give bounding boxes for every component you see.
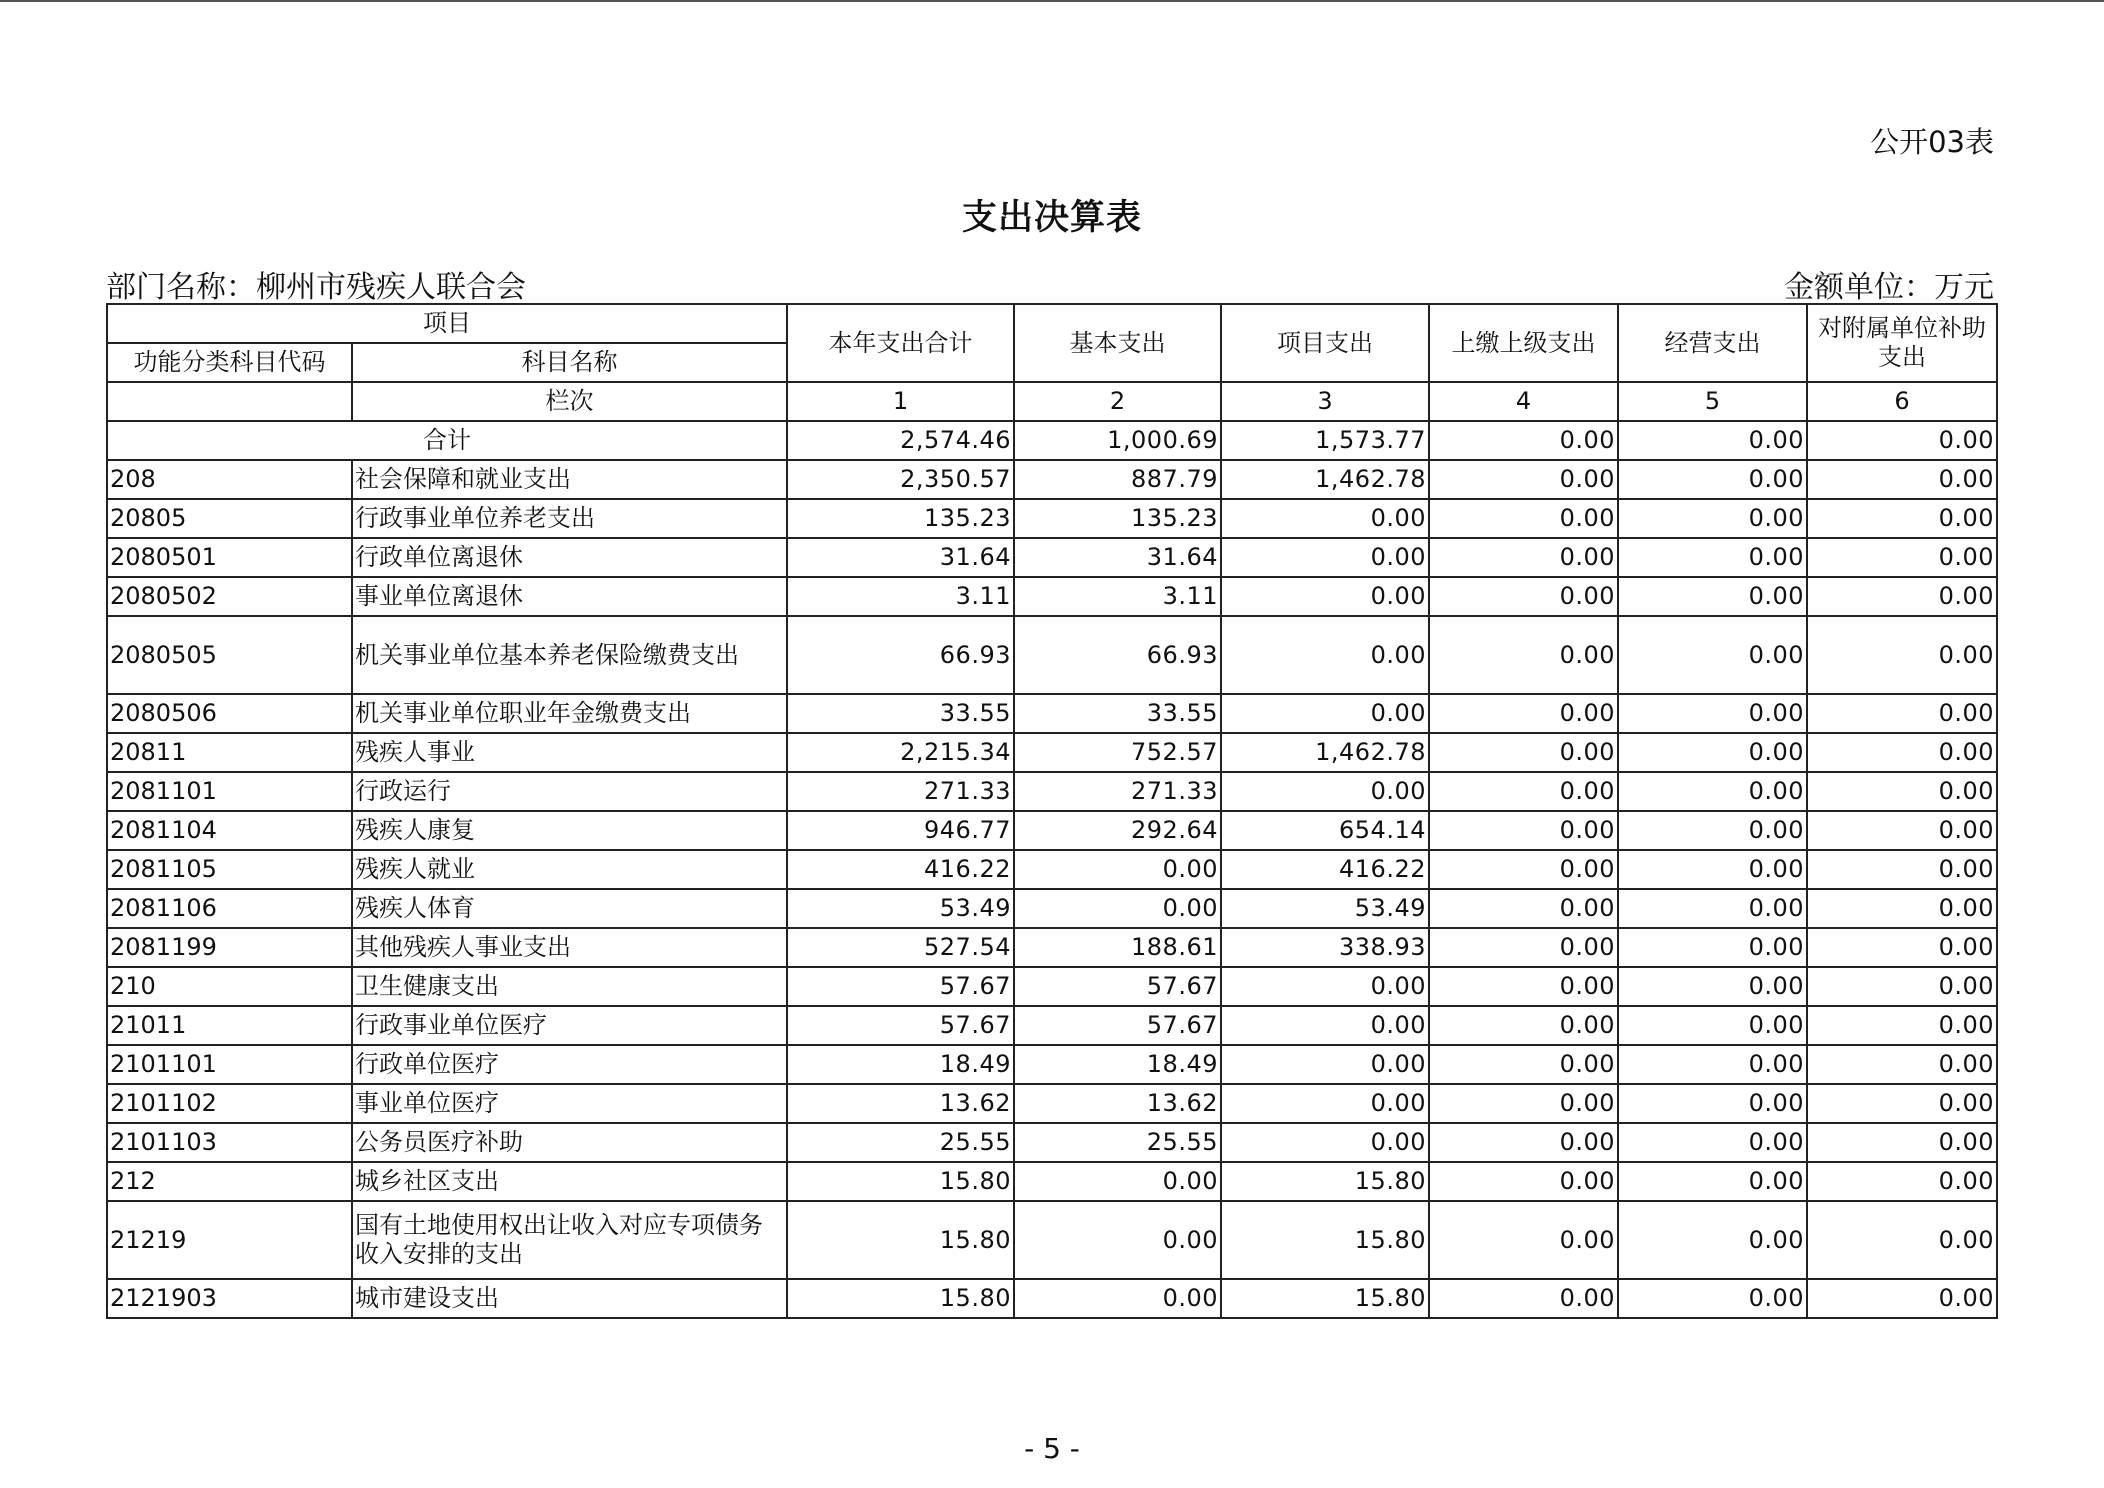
amount-unit-line [1784, 262, 1994, 306]
total-value: 2,574.46 [787, 421, 1014, 460]
top-border-line [0, 0, 2104, 2]
header-name: 科目名称 [352, 343, 787, 382]
row-code: 2081104 [107, 811, 352, 850]
table-row [107, 733, 1997, 772]
row-value: 18.49 [787, 1045, 1014, 1084]
row-value: 0.00 [1429, 811, 1618, 850]
row-value: 0.00 [1807, 733, 1997, 772]
table-row [107, 1045, 1997, 1084]
row-value: 13.62 [787, 1084, 1014, 1123]
table-row [107, 1123, 1997, 1162]
expenditure-table [106, 303, 1998, 1319]
row-value: 66.93 [787, 616, 1014, 694]
row-value: 0.00 [1429, 1045, 1618, 1084]
row-code: 2101102 [107, 1084, 352, 1123]
header-item: 项目 [107, 304, 787, 343]
row-value: 0.00 [1429, 967, 1618, 1006]
page-title: 支出决算表 [961, 198, 1142, 238]
row-value: 0.00 [1221, 1045, 1429, 1084]
table-row [107, 811, 1997, 850]
row-name: 残疾人康复 [352, 811, 787, 850]
header-total: 本年支出合计 [787, 304, 1014, 382]
row-value: 0.00 [1807, 616, 1997, 694]
index-cell: 4 [1429, 382, 1618, 421]
row-value: 0.00 [1014, 850, 1221, 889]
row-value: 0.00 [1014, 889, 1221, 928]
row-value: 3.11 [1014, 577, 1221, 616]
row-value: 0.00 [1429, 928, 1618, 967]
header-upper: 上缴上级支出 [1429, 304, 1618, 382]
row-name: 行政单位医疗 [352, 1045, 787, 1084]
row-value: 0.00 [1429, 1084, 1618, 1123]
row-name: 事业单位医疗 [352, 1084, 787, 1123]
row-code: 20805 [107, 499, 352, 538]
total-row [107, 421, 1997, 460]
row-name: 城乡社区支出 [352, 1162, 787, 1201]
row-value: 0.00 [1807, 1045, 1997, 1084]
row-value: 15.80 [787, 1162, 1014, 1201]
table-row [107, 460, 1997, 499]
row-value: 53.49 [787, 889, 1014, 928]
table-row [107, 889, 1997, 928]
row-value: 18.49 [1014, 1045, 1221, 1084]
row-value: 0.00 [1618, 1006, 1807, 1045]
row-name: 行政事业单位医疗 [352, 1006, 787, 1045]
row-value: 0.00 [1807, 772, 1997, 811]
row-value: 0.00 [1618, 460, 1807, 499]
row-value: 57.67 [787, 1006, 1014, 1045]
row-value: 0.00 [1807, 889, 1997, 928]
row-value: 0.00 [1618, 1162, 1807, 1201]
row-value: 0.00 [1429, 538, 1618, 577]
row-code: 2080506 [107, 694, 352, 733]
row-value: 0.00 [1221, 577, 1429, 616]
row-value: 33.55 [787, 694, 1014, 733]
row-value: 0.00 [1429, 577, 1618, 616]
row-value: 0.00 [1429, 694, 1618, 733]
row-value: 0.00 [1221, 538, 1429, 577]
row-value: 66.93 [1014, 616, 1221, 694]
row-value: 25.55 [1014, 1123, 1221, 1162]
index-cell: 3 [1221, 382, 1429, 421]
table-number: 公开03表 [1870, 125, 1994, 159]
row-value: 53.49 [1221, 889, 1429, 928]
total-value: 0.00 [1807, 421, 1997, 460]
department-line [106, 262, 526, 306]
row-code: 20811 [107, 733, 352, 772]
row-value: 25.55 [787, 1123, 1014, 1162]
table-row [107, 694, 1997, 733]
row-value: 0.00 [1807, 811, 1997, 850]
table-row [107, 616, 1997, 694]
row-value: 0.00 [1618, 1201, 1807, 1279]
total-label: 合计 [107, 421, 787, 460]
table-row [107, 772, 1997, 811]
row-value: 0.00 [1221, 772, 1429, 811]
row-value: 887.79 [1014, 460, 1221, 499]
row-value: 0.00 [1618, 733, 1807, 772]
row-name: 行政单位离退休 [352, 538, 787, 577]
row-code: 210 [107, 967, 352, 1006]
department-label: 部门名称： [106, 270, 256, 305]
row-value: 0.00 [1618, 1123, 1807, 1162]
row-value: 0.00 [1618, 577, 1807, 616]
row-code: 2080501 [107, 538, 352, 577]
row-name: 残疾人事业 [352, 733, 787, 772]
row-value: 15.80 [1221, 1162, 1429, 1201]
row-value: 292.64 [1014, 811, 1221, 850]
row-value: 0.00 [1807, 1123, 1997, 1162]
row-code: 21011 [107, 1006, 352, 1045]
header-project: 项目支出 [1221, 304, 1429, 382]
table-row [107, 1201, 1997, 1279]
row-code: 208 [107, 460, 352, 499]
row-value: 0.00 [1807, 1162, 1997, 1201]
row-value: 3.11 [787, 577, 1014, 616]
row-value: 0.00 [1618, 1084, 1807, 1123]
row-value: 2,215.34 [787, 733, 1014, 772]
total-value: 0.00 [1618, 421, 1807, 460]
row-value: 0.00 [1807, 577, 1997, 616]
row-name: 机关事业单位基本养老保险缴费支出 [352, 616, 787, 694]
index-empty-cell [107, 382, 352, 421]
row-value: 33.55 [1014, 694, 1221, 733]
row-value: 0.00 [1429, 1006, 1618, 1045]
amount-unit-label: 金额单位： [1784, 270, 1934, 305]
total-value: 1,000.69 [1014, 421, 1221, 460]
row-value: 0.00 [1429, 1279, 1618, 1318]
index-cell: 1 [787, 382, 1014, 421]
row-name: 残疾人体育 [352, 889, 787, 928]
row-code: 2081199 [107, 928, 352, 967]
row-value: 0.00 [1221, 616, 1429, 694]
row-value: 0.00 [1618, 850, 1807, 889]
index-cell: 5 [1618, 382, 1807, 421]
total-value: 1,573.77 [1221, 421, 1429, 460]
row-code: 2080505 [107, 616, 352, 694]
row-value: 188.61 [1014, 928, 1221, 967]
row-name: 卫生健康支出 [352, 967, 787, 1006]
row-value: 0.00 [1429, 733, 1618, 772]
row-value: 0.00 [1429, 460, 1618, 499]
row-value: 0.00 [1618, 967, 1807, 1006]
row-value: 0.00 [1807, 928, 1997, 967]
row-name: 残疾人就业 [352, 850, 787, 889]
row-value: 0.00 [1221, 499, 1429, 538]
row-value: 0.00 [1618, 811, 1807, 850]
row-code: 2101101 [107, 1045, 352, 1084]
row-value: 946.77 [787, 811, 1014, 850]
row-value: 0.00 [1221, 967, 1429, 1006]
index-label: 栏次 [352, 382, 787, 421]
row-value: 271.33 [787, 772, 1014, 811]
row-value: 0.00 [1807, 967, 1997, 1006]
row-value: 0.00 [1429, 1201, 1618, 1279]
row-value: 0.00 [1618, 1045, 1807, 1084]
row-value: 0.00 [1618, 694, 1807, 733]
row-value: 0.00 [1014, 1201, 1221, 1279]
row-name: 社会保障和就业支出 [352, 460, 787, 499]
row-value: 2,350.57 [787, 460, 1014, 499]
row-code: 2081106 [107, 889, 352, 928]
table-row [107, 967, 1997, 1006]
row-value: 0.00 [1807, 499, 1997, 538]
row-value: 0.00 [1221, 1084, 1429, 1123]
row-value: 338.93 [1221, 928, 1429, 967]
row-code: 21219 [107, 1201, 352, 1279]
row-value: 0.00 [1807, 1006, 1997, 1045]
row-value: 13.62 [1014, 1084, 1221, 1123]
row-value: 0.00 [1014, 1162, 1221, 1201]
row-value: 0.00 [1221, 1123, 1429, 1162]
row-value: 0.00 [1807, 1201, 1997, 1279]
row-value: 0.00 [1429, 1162, 1618, 1201]
header-business: 经营支出 [1618, 304, 1807, 382]
row-value: 31.64 [787, 538, 1014, 577]
header-basic: 基本支出 [1014, 304, 1221, 382]
table-row [107, 538, 1997, 577]
header-code: 功能分类科目代码 [107, 343, 352, 382]
row-value: 0.00 [1221, 694, 1429, 733]
row-value: 0.00 [1618, 499, 1807, 538]
row-value: 0.00 [1429, 850, 1618, 889]
table-row [107, 577, 1997, 616]
row-value: 0.00 [1807, 538, 1997, 577]
header-subsidy: 对附属单位补助支出 [1807, 304, 1997, 382]
row-value: 0.00 [1807, 694, 1997, 733]
row-code: 212 [107, 1162, 352, 1201]
row-value: 0.00 [1429, 772, 1618, 811]
row-value: 31.64 [1014, 538, 1221, 577]
row-value: 654.14 [1221, 811, 1429, 850]
total-value: 0.00 [1429, 421, 1618, 460]
row-value: 0.00 [1429, 889, 1618, 928]
header-row-1 [107, 304, 1997, 343]
row-name: 机关事业单位职业年金缴费支出 [352, 694, 787, 733]
amount-unit-value: 万元 [1934, 270, 1994, 305]
row-name: 行政事业单位养老支出 [352, 499, 787, 538]
table-row [107, 850, 1997, 889]
table-row [107, 1279, 1997, 1318]
row-value: 135.23 [1014, 499, 1221, 538]
row-name: 行政运行 [352, 772, 787, 811]
row-value: 0.00 [1807, 1084, 1997, 1123]
row-value: 271.33 [1014, 772, 1221, 811]
row-value: 0.00 [1618, 1279, 1807, 1318]
row-value: 57.67 [1014, 1006, 1221, 1045]
row-value: 0.00 [1807, 460, 1997, 499]
row-value: 0.00 [1618, 889, 1807, 928]
row-value: 0.00 [1618, 538, 1807, 577]
index-row [107, 382, 1997, 421]
row-value: 0.00 [1618, 616, 1807, 694]
row-value: 0.00 [1429, 499, 1618, 538]
row-value: 752.57 [1014, 733, 1221, 772]
row-value: 0.00 [1618, 928, 1807, 967]
row-value: 0.00 [1618, 772, 1807, 811]
row-code: 2080502 [107, 577, 352, 616]
row-code: 2081101 [107, 772, 352, 811]
row-code: 2081105 [107, 850, 352, 889]
row-value: 527.54 [787, 928, 1014, 967]
index-cell: 6 [1807, 382, 1997, 421]
row-value: 0.00 [1221, 1006, 1429, 1045]
index-cell: 2 [1014, 382, 1221, 421]
page-number: - 5 - [1024, 1432, 1080, 1465]
row-value: 0.00 [1014, 1279, 1221, 1318]
department-name: 柳州市残疾人联合会 [256, 270, 526, 305]
row-value: 57.67 [787, 967, 1014, 1006]
table-row [107, 1162, 1997, 1201]
row-value: 15.80 [1221, 1279, 1429, 1318]
table-row [107, 1084, 1997, 1123]
row-value: 15.80 [787, 1201, 1014, 1279]
table-row [107, 499, 1997, 538]
row-value: 416.22 [787, 850, 1014, 889]
row-name: 事业单位离退休 [352, 577, 787, 616]
row-value: 15.80 [1221, 1201, 1429, 1279]
table-row [107, 1006, 1997, 1045]
row-value: 15.80 [787, 1279, 1014, 1318]
row-code: 2101103 [107, 1123, 352, 1162]
row-name: 其他残疾人事业支出 [352, 928, 787, 967]
row-value: 0.00 [1429, 616, 1618, 694]
row-value: 1,462.78 [1221, 733, 1429, 772]
row-name: 城市建设支出 [352, 1279, 787, 1318]
row-value: 1,462.78 [1221, 460, 1429, 499]
row-name: 公务员医疗补助 [352, 1123, 787, 1162]
row-code: 2121903 [107, 1279, 352, 1318]
row-value: 57.67 [1014, 967, 1221, 1006]
row-value: 416.22 [1221, 850, 1429, 889]
row-value: 0.00 [1429, 1123, 1618, 1162]
row-value: 135.23 [787, 499, 1014, 538]
row-name: 国有土地使用权出让收入对应专项债务收入安排的支出 [352, 1201, 787, 1279]
row-value: 0.00 [1807, 1279, 1997, 1318]
table-row [107, 928, 1997, 967]
row-value: 0.00 [1807, 850, 1997, 889]
